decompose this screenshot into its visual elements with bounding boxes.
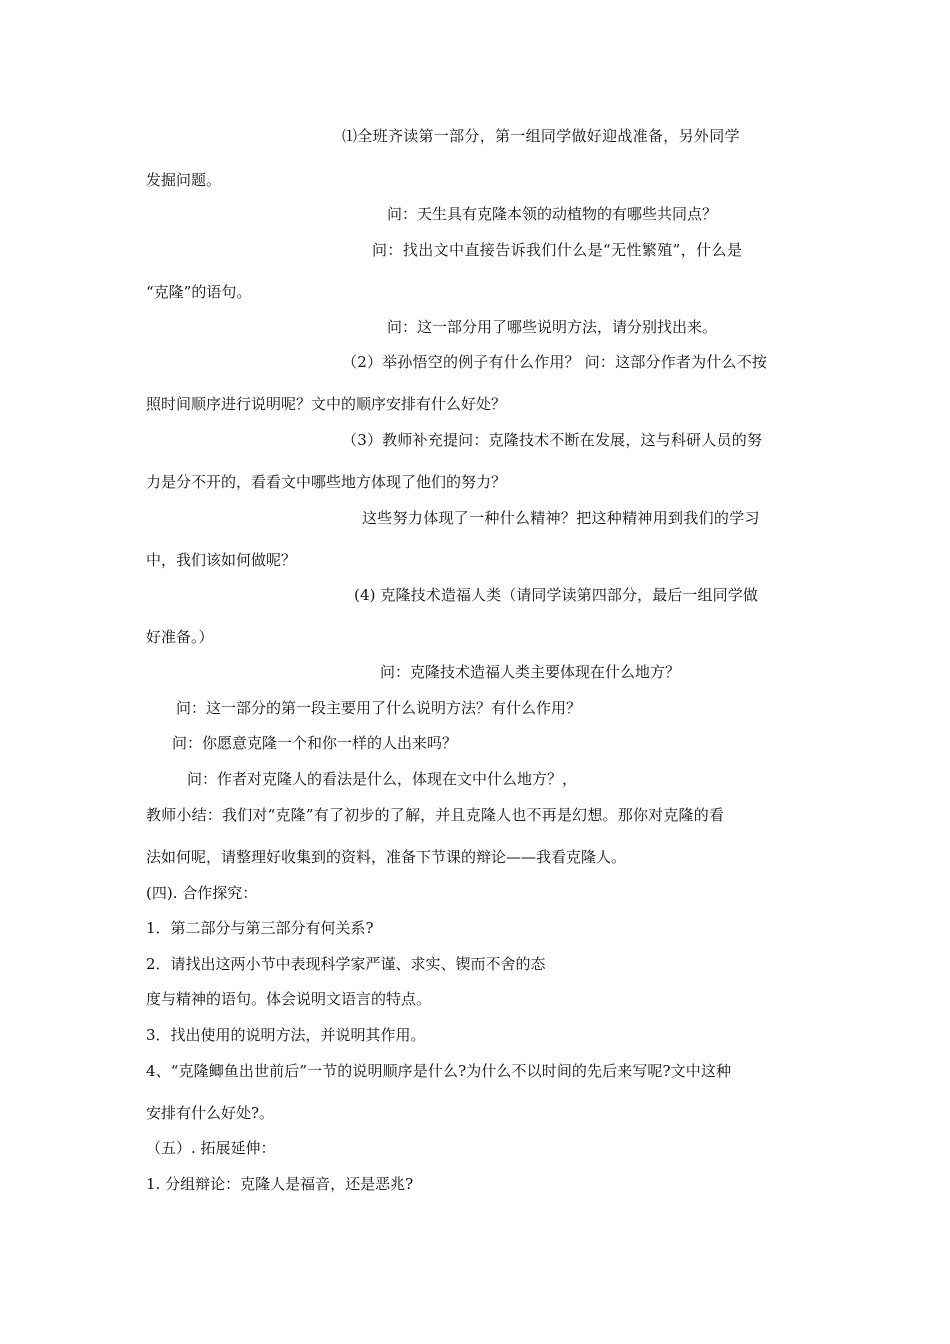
- list-item: 1. 分组辩论：克隆人是福音，还是恶兆?: [146, 1175, 414, 1193]
- text-line: 安排有什么好处?。: [146, 1104, 275, 1122]
- list-item: 1．第二部分与第三部分有何关系?: [146, 919, 374, 937]
- text-line: 教师小结：我们对“克隆”有了初步的了解，并且克隆人也不再是幻想。那你对克隆的看: [146, 806, 725, 824]
- section-heading: (四). 合作探究：: [146, 884, 258, 902]
- text-line: 问：天生具有克隆本领的动植物的有哪些共同点？: [387, 205, 718, 223]
- text-line: 中，我们该如何做呢？: [146, 551, 297, 569]
- text-line: 问：你愿意克隆一个和你一样的人出来吗？: [172, 734, 458, 752]
- text-line: 照时间顺序进行说明呢？文中的顺序安排有什么好处？: [146, 395, 507, 413]
- section-heading: （五）. 拓展延伸：: [146, 1139, 276, 1157]
- text-line: 法如何呢，请整理好收集到的资料，准备下节课的辩论——我看克隆人。: [146, 848, 627, 866]
- text-line: 度与精神的语句。体会说明文语言的特点。: [146, 990, 432, 1008]
- text-line: 好准备。）: [146, 628, 214, 646]
- text-line: 问：找出文中直接告诉我们什么是“无性繁殖”，什么是: [372, 241, 743, 259]
- text-line: 问：这一部分的第一段主要用了什么说明方法？有什么作用？: [176, 699, 582, 717]
- text-line: “克隆”的语句。: [146, 283, 252, 301]
- text-line: 发掘问题。: [146, 171, 222, 189]
- list-item: 3．找出使用的说明方法，并说明其作用。: [146, 1026, 426, 1044]
- list-item: 2．请找出这两小节中表现科学家严谨、求实、锲而不舍的态: [146, 955, 546, 973]
- text-line: （3）教师补充提问：克隆技术不断在发展，这与科研人员的努: [342, 431, 763, 449]
- text-line: ⑴全班齐读第一部分，第一组同学做好迎战准备，另外同学: [342, 127, 740, 145]
- text-line: 这些努力体现了一种什么精神？把这种精神用到我们的学习: [362, 509, 760, 527]
- text-line: （2）举孙悟空的例子有什么作用？ 问：这部分作者为什么不按: [342, 353, 768, 371]
- text-line: (4) 克隆技术造福人类（请同学读第四部分，最后一组同学做: [354, 586, 758, 604]
- text-line: 问：这一部分用了哪些说明方法，请分别找出来。: [387, 318, 718, 336]
- text-line: 问：克隆技术造福人类主要体现在什么地方？: [380, 663, 681, 681]
- list-item: 4、“克隆鲫鱼出世前后”一节的说明顺序是什么?为什么不以时间的先后来写呢?文中这种: [146, 1062, 732, 1080]
- text-line: 问：作者对克隆人的看法是什么，体现在文中什么地方？，: [187, 770, 578, 788]
- text-line: 力是分不开的，看看文中哪些地方体现了他们的努力？: [146, 473, 507, 491]
